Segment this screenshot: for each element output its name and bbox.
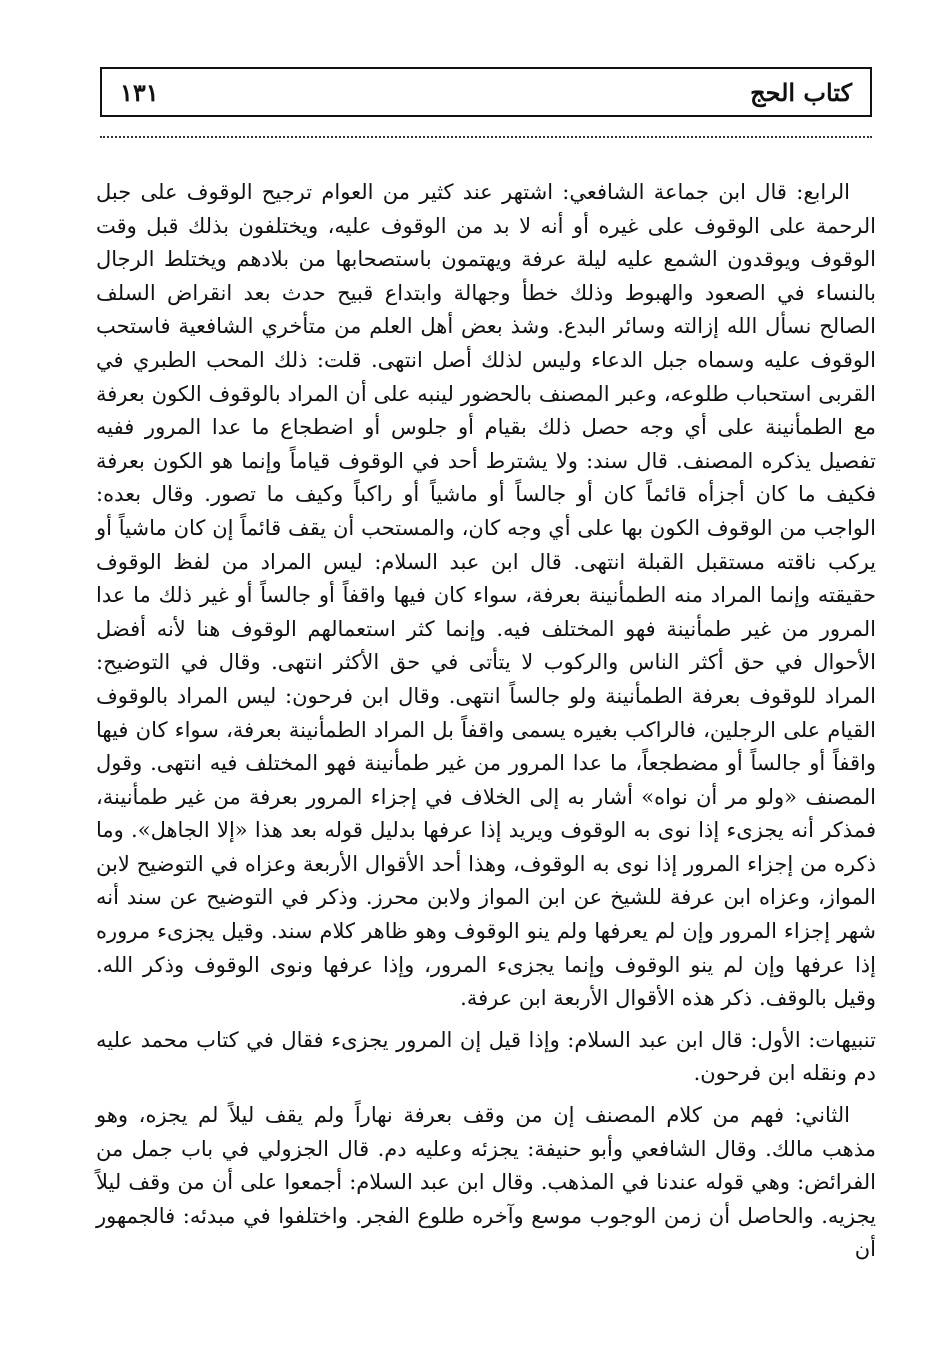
paragraph: الرابع: قال ابن جماعة الشافعي: اشتهر عند كثير من العوام ترجيح الوقوف على جبل الرحمة على الوقوف على غيره أو أنه لا بد من الوقوف عليه، ويختلفون بذلك قبل وقت الوقوف ويوقدون الشمع عليه ليلة عرفة ويهتمون باستصحابها من بلادهم ويختلط الرجال بالنساء في الصعود والهبوط وذلك خطأ وجهالة وابتداع قبيح حدث بعد انقراض السلف الصالح نسأل الله إزالته وسائر البدع. وشذ بعض أهل العلم من متأخري الشافعية فاستحب الوقوف عليه وسماه جبل الدعاء وليس لذلك أصل انتهى. قلت: ذلك المحب الطبري في القربى استحباب طلوعه، وعبر المصنف بالحضور لينبه على أن المراد بالوقوف الكون بعرفة مع الطمأنينة على أي وجه حصل ذلك بقيام أو جلوس أو اضطجاع ما عدا المرور ففيه تفصيل يذكره المصنف. قال سند: ولا يشترط أحد في الوقوف قياماً وإنما هو الكون بعرفة فكيف ما كان أجزأه قائماً كان أو جالساً أو ماشياً أو راكباً وكيف ما تصور. وقال بعده: الواجب من الوقوف الكون بها على أي وجه كان، والمستحب أن يقف قائماً إن كان ماشياً أو يركب ناقته مستقبل القبلة انتهى. قال ابن عبد السلام: ليس المراد من لفظ الوقوف حقيقته وإنما المراد منه الطمأنينة بعرفة، سواء كان فيها واقفاً أو جالساً أو غير ذلك ما عدا المرور من غير طمأنينة فهو المختلف فيه. وإنما كثر استعمالهم الوقوف هنا لأنه أفضل الأحوال في حق أكثر الناس والركوب لا يتأتى في حق الأكثر انتهى. وقال في التوضيح: المراد للوقوف بعرفة الطمأنينة ولو جالساً انتهى. وقال ابن فرحون: ليس المراد بالوقوف القيام على الرجلين، فالراكب بغيره يسمى واقفاً بل المراد الطمأنينة بعرفة، سواء كان فيها واقفاً أو جالساً أو مضطجعاً، ما عدا المرور من غير طمأنينة فهو المختلف فيه انتهى. وقول المصنف «ولو مر أن نواه» أشار به إلى الخلاف في إجزاء المرور بعرفة من غير طمأنينة، فمذكر أنه يجزىء إذا نوى به الوقوف ويريد إذا عرفها بدليل قوله بعد هذا «إلا الجاهل». وما ذكره من إجزاء المرور إذا نوى به الوقوف، وهذا أحد الأقوال الأربعة وعزاه في التوضيح لابن المواز، وعزاه ابن عرفة للشيخ عن ابن المواز ولابن محرز. وذكر في التوضيح عن سند أنه شهر إجزاء المرور وإن لم يعرفها ولم ينو الوقوف وهو ظاهر كلام سند. وقيل يجزىء مروره إذا عرفها وإن لم ينو الوقوف وإنما يجزىء المرور، وإذا عرفها ونوى الوقوف وذكر الله. وقيل بالوقف. ذكر هذه الأقوال الأربعة ابن عرفة.: [96, 180, 876, 1011]
book-title: كتاب الحج: [750, 77, 852, 107]
dotted-divider: [100, 136, 872, 138]
paragraph: تنبيهات: الأول: قال ابن عبد السلام: وإذا قيل إن المرور يجزىء فقال في كتاب محمد عليه دم ونقله ابن فرحون.: [96, 1027, 876, 1086]
page-header: [100, 67, 872, 117]
body-text: [96, 176, 876, 1275]
page-number: ١٣١: [120, 77, 159, 107]
paragraph: الثاني: فهم من كلام المصنف إن من وقف بعرفة نهاراً ولم يقف ليلاً لم يجزه، وهو مذهب مالك. وقال الشافعي وأبو حنيفة: يجزئه وعليه دم. قال الجزولي في باب جمل من الفرائض: وهي قوله عندنا في المذهب. وقال ابن عبد السلام: أجمعوا على أن من وقف ليلاً يجزيه. والحاصل أن زمن الوجوب موسع وآخره طلوع الفجر. واختلفوا في مبدئه: فالجمهور أن: [96, 1103, 876, 1262]
